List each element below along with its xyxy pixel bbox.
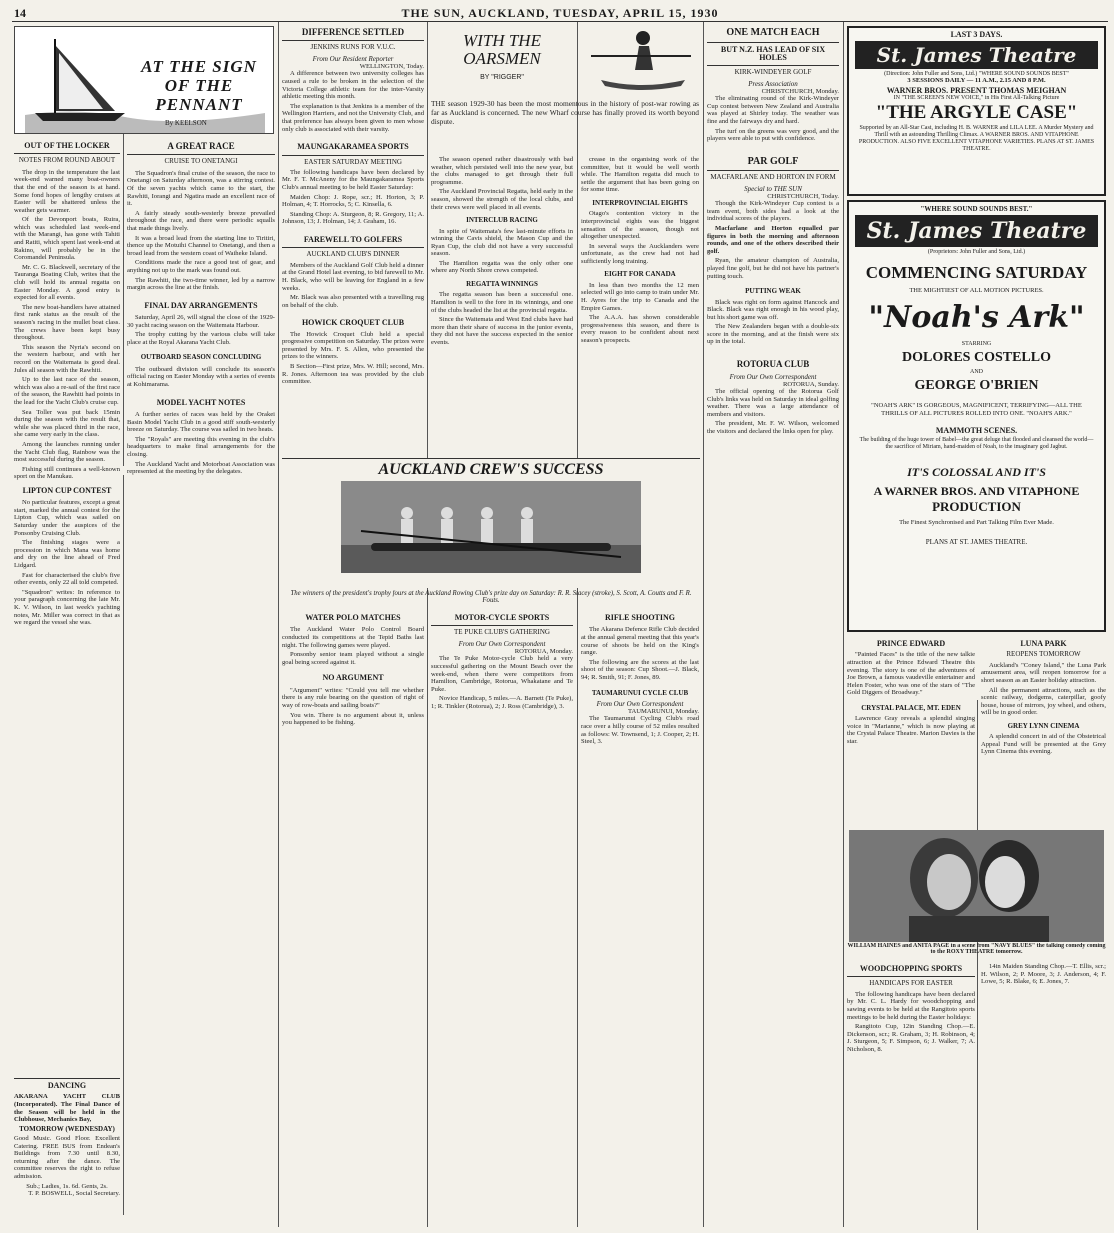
dateline-place: ROTORUA, Monday. — [514, 647, 573, 655]
headline-argument: NO ARGUMENT — [322, 673, 384, 683]
byline: By KEELSON — [165, 119, 207, 127]
headline-canada: EIGHT FOR CANADA — [604, 270, 676, 279]
theatre-name: St. James Theatre — [876, 43, 1077, 67]
paragraph: The turf on the greens was very good, and the players were able to put with confidence. — [707, 127, 839, 143]
paragraph: Macfarlane and Horton equalled par figures in both the morning and afternoon rounds, and one of the others described their golf. — [707, 225, 839, 255]
paragraph: Conditions made the race a good test of gear, and anything not up to the mark was found out. — [127, 259, 275, 274]
paragraph: The following are the scores at the last shoot of the season: Cup Shoot.—J. Black, 94; R. Smith, 91; F. Jones, 89. — [581, 658, 699, 681]
paragraph: crease in the organising work of the committee, but it would be well worth while. The Hamilton regatta did much to settle the argument that has been going on for some time. — [581, 156, 699, 194]
paragraph: The eliminating round of the Kirk-Windeyer Cup contest between New Zealand and Australia was played at Shirley today. The weather was fine and the fairways dry and hard. — [707, 95, 839, 125]
article-model — [127, 411, 275, 476]
dateline-source: Press Association — [748, 79, 798, 88]
paragraph: Ponsonby senior team played without a single goal being scored against it. — [282, 651, 424, 666]
rule — [282, 40, 424, 41]
article-putting — [707, 299, 839, 347]
article-rifle — [581, 626, 699, 681]
film-still-image — [849, 830, 1104, 942]
dancing-subs: Sub.; Ladies, 1s. 6d. Gents, 2s. — [26, 1182, 108, 1190]
dateline-source: From Our Own Correspondent — [596, 699, 684, 708]
article-howick — [282, 331, 424, 386]
column-2 — [127, 138, 275, 1223]
rower-icon — [581, 26, 699, 98]
film-title-noah: "Noah's Ark" — [868, 300, 1085, 335]
paragraph: The following handicaps have been declared by Mr. F. T. McAneny for the Maungakaramea Sports Club's annual meeting to be held Easter Saturday: — [282, 168, 424, 192]
pennant-title: AT THE SIGN OF THE PENNANT — [141, 57, 257, 114]
theatre-name: St. James Theatre — [866, 218, 1087, 244]
paragraph: The season opened rather disastrously with bad weather, which persisted well into the new year, but the clubs managed to get through their full programme. — [431, 156, 573, 186]
paragraph: B Section—First prize, Mrs. W. Hill; second, Mrs. R. Jones. Afternoon tea was provided by the club committee. — [282, 363, 424, 386]
paragraph: All the permanent attractions, such as the scenic railway, dodgems, caterpillar, goofy house, house of mirrors, joy wheel, and others, will be in good order. — [981, 686, 1106, 717]
rule — [282, 247, 424, 248]
dateline-place: TAUMARUNUI, Monday. — [627, 707, 699, 715]
headline-interprovincial: INTERPROVINCIAL EIGHTS — [592, 198, 688, 207]
paragraph: The Howick Croquet Club held a special progressive competition on Saturday. The prizes were presented by Mrs. F. S. Allen, who presented the prizes to the winners. — [282, 330, 424, 361]
article-taumarunui — [581, 715, 699, 745]
headline-lipton: LIPTON CUP CONTEST — [22, 485, 112, 495]
paragraph: The trophy cutting by the various clubs will take place at the Royal Akarana Yacht Club. — [127, 331, 275, 346]
paragraph: The president, Mr. F. W. Wilson, welcomed the visitors and declared the links open for play. — [707, 420, 839, 436]
headline-grey-lynn: GREY LYNN CINEMA — [1007, 721, 1080, 730]
article-race — [127, 170, 275, 292]
paragraph: Standing Chop: A. Sturgeon, 8; R. Gregory, 11; A. Johnson, 13; J. Holman, 14; J. Graham, 16. — [282, 210, 424, 226]
headline-maungakaramea: MAUNGAKARAMEA SPORTS — [297, 142, 409, 152]
paragraph: Rangitoto Cup, 12in Standing Chop.—E. Dickenson, scr.; R. Graham, 3; H. Robinson, 4; J. Sturgeon, 5; F. Simpson, 6; J. Walker, 7; A. Nicholson, 8. — [847, 1023, 975, 1053]
dateline-place: CHRISTCHURCH, Today. — [767, 192, 839, 200]
article-waterpolo — [282, 626, 424, 666]
mammoth-description: The building of the huge tower of Babel—the great deluge that flooded and cleansed the world—the sacrifice of Miriam, hand-maiden of Noah, to the imaginary god Jagbut. — [859, 437, 1094, 450]
mammoth: MAMMOTH SCENES. — [935, 426, 1018, 435]
navy-blues-caption: WILLIAM HAINES and ANITA PAGE in a scene from "NAVY BLUES" the talking comedy coming to the ROXY THEATRE tomorrow. — [847, 943, 1106, 955]
paragraph: The finishing stages were a procession in which Mana was home and dry on the line ahead of Fred Lidgard. — [14, 539, 120, 570]
headline-prince-edward: PRINCE EDWARD — [876, 639, 946, 648]
column-3-bottom — [282, 612, 424, 1224]
subhead-woodchopping: HANDICAPS FOR EASTER — [869, 979, 953, 988]
headline-farewell: FAREWELL TO GOLFERS — [303, 235, 403, 245]
rule — [282, 155, 424, 156]
headline-difference: DIFFERENCE SETTLED — [301, 27, 405, 37]
subhead-locker: NOTES FROM ROUND ABOUT — [18, 156, 116, 165]
headline-outboard: OUTBOARD SEASON CONCLUDING — [140, 353, 262, 362]
headline-dancing: DANCING — [47, 1081, 87, 1090]
headline-race: A GREAT RACE — [167, 141, 235, 151]
paragraph: Otago's contention victory in the interprovincial eights was the biggest sensation of the season, though not altogether unexpected. — [581, 210, 699, 241]
plans: PLANS AT ST. JAMES THEATRE. — [925, 538, 1028, 546]
st-james-ad-argyle — [847, 26, 1106, 196]
rule — [707, 42, 839, 43]
paragraph: The regatta season has been a successful one. Hamilton is well to the fore in its winnings, and one of the clubs headed the list at the provincial regatta. — [431, 291, 573, 314]
sound-slogan: "WHERE SOUND SOUNDS BEST." — [920, 205, 1033, 213]
rule — [14, 153, 120, 154]
column-7-wood — [847, 963, 975, 1225]
article-prince-edward — [847, 651, 975, 697]
paragraph: Lawrence Gray reveals a splendid singing voice in "Marianne," which is now playing at the Crystal Palace Theatre. Marion Davies is the star. — [847, 715, 975, 746]
paragraph: The Squadron's final cruise of the season, the race to Onetangi on Saturday afternoon, was a stirring contest. Of the seven yachts which came to the start, the Rawhiti, Iorangi and Ngatira made an excellent race of it. — [127, 169, 275, 208]
argyle-details: Supported by an All-Star Cast, including H. B. WARNER and LILA LEE. A Murder Mystery and Thrill with an astounding Thrilling Climax. A WARNER BROS. AND VITAPHONE PRODUCTION. ALSO FIVE EXCELLENT VITAPHONE VARIETIES. PLANS AT ST. JAMES THEATRE. — [858, 125, 1095, 152]
column-rule — [703, 22, 704, 1227]
warner-vitaphone: A WARNER BROS. AND VITAPHONE — [873, 484, 1080, 498]
commencing: COMMENCING SATURDAY — [865, 263, 1088, 282]
dancing-when: TOMORROW (WEDNESDAY) — [19, 1124, 115, 1133]
rowing-crew-image — [341, 481, 641, 573]
headline-interclub: INTERCLUB RACING — [466, 216, 538, 225]
column-7b — [981, 636, 1106, 826]
dateline-source: From Our Own Correspondent — [729, 372, 817, 381]
subtitle: IN "THE SCREEN'S NEW VOICE," in His First All-Talking Picture — [893, 95, 1060, 101]
theatre-name-banner — [855, 215, 1098, 247]
crew-headline: AUCKLAND CREW'S SUCCESS — [378, 461, 604, 478]
article-difference — [282, 70, 424, 133]
paragraph: Auckland's "Coney Island," the Luna Park amusement area, will reopen tomorrow for a short season as an Easter holiday attraction. — [981, 661, 1106, 684]
paragraph: A difference between two university colleges has caused a rule to be broken in the selection of the Victoria College athletic team for the inter-Varsity athletic meeting this month. — [282, 70, 424, 101]
theatre-name-banner — [855, 41, 1098, 69]
headline-woodchopping: WOODCHOPPING SPORTS — [859, 964, 963, 973]
paragraph: Members of the Auckland Golf Club held a dinner at the Grand Hotel last evening, to bid farewell to Mr. H. Black, who will be leaving for England in a few weeks. — [282, 261, 424, 292]
headline-match: ONE MATCH EACH — [726, 27, 820, 38]
paragraph: The Akarana Defence Rifle Club decided at the annual general meeting that this year's course of shoots be held on the King's range. — [581, 626, 699, 657]
rule — [431, 625, 573, 626]
paragraph: Mr. Black was also presented with a travelling rug on behalf of the club. — [282, 294, 424, 309]
pennant-logo — [14, 26, 274, 134]
noah-description: "NOAH'S ARK" IS GORGEOUS, MAGNIFICENT, TERRIFYING—ALL THE THRILLS OF ALL PICTURES ROLLED INTO ONE. "NOAH'S ARK." — [871, 402, 1082, 417]
column-rule — [577, 22, 578, 1227]
article-woodchopping-cont — [981, 963, 1106, 986]
article-locker — [14, 169, 120, 481]
film-title-argyle: "THE ARGYLE CASE" — [875, 102, 1078, 123]
column-rule — [977, 700, 978, 1230]
paragraph: The Auckland Yacht and Motorboat Association was represented at the meeting by the delegates. — [127, 460, 275, 476]
paragraph: The Auckland Water Polo Control Board conducted its competitions at the Tepid Baths last night. The following games were played. — [282, 626, 424, 649]
column-rule — [427, 22, 428, 1227]
article-regatta — [431, 291, 573, 346]
dancing-details: Good Music. Good Floor. Excellent Catering. FREE BUS from Endean's Buildings from 7.30 until 8.30, returning after the dance. The committee reserves the right to refuse admission. — [14, 1135, 120, 1181]
article-motorcycle — [431, 655, 573, 710]
paragraph: You win. There is no argument about it, unless you happened to be fishing. — [282, 711, 424, 727]
article-farewell — [282, 262, 424, 310]
headline-final: FINAL DAY ARRANGEMENTS — [144, 300, 258, 310]
subhead-luna: REOPENS TOMORROW — [1006, 650, 1081, 659]
paragraph: "Squadron" writes: In reference to your paragraph concerning the late Mr. K. V. Wilson, in last week's yachting notes, Mr. Miller was correct in that as we regard the vessel she was. — [14, 588, 120, 627]
dancing-sign: T. P. BOSWELL, Social Secretary. — [28, 1190, 120, 1198]
headline-taumarunui: TAUMARUNUI CYCLE CLUB — [591, 688, 689, 697]
paragraph: This season the Nyria's second on the western harbour, and with her record on the Waitemata is good deal. Jules all season with the Rawhiti. — [14, 343, 120, 374]
rule — [847, 976, 975, 977]
dancing-ad: AKARANA YACHT CLUB (Incorporated). The Final Dance of the Season will be held in the Clubhouse, Mechanics Bay, — [14, 1093, 120, 1124]
rule — [707, 170, 839, 171]
headline-waterpolo: WATER POLO MATCHES — [305, 613, 401, 622]
article-woodchopping — [847, 991, 975, 1054]
article-final — [127, 314, 275, 346]
paragraph: Black was right on form against Hancock and Black. Black was right enough in his wood play, but his short game was off. — [707, 298, 839, 321]
oarsmen-header — [431, 26, 573, 98]
paragraph: Fast for characterised the club's five other events, only 22 all told competed. — [14, 571, 120, 587]
paragraph: Saturday, April 26, will signal the close of the 1929-30 yacht racing season on the Waitemata Harbour. — [127, 314, 275, 329]
paragraph: A further series of races was held by the Orakei Basin Model Yacht Club in a good stiff south-westerly breeze on Saturday. The course was sailed in two heats. — [127, 410, 275, 434]
paragraph: In less than two months the 12 men selected will go into camp to train under Mr. H. Ayres for the trip to Canada and the Empire Games. — [581, 281, 699, 312]
paragraph: The Te Puke Motor-cycle Club held a very successful gathering on the Mount Beach over the week-end, when there were competitors from Hamilton, Cambridge, Rotorua, Whakatane and Te Puke. — [431, 655, 573, 693]
article-par — [707, 200, 839, 280]
headline-rifle: RIFLE SHOOTING — [604, 613, 675, 622]
article-outboard — [127, 366, 275, 389]
paragraph: The explanation is that Jenkins is a member of the Wellington Harriers, and not the University Club, and that preference has always been given to men whose only club is associated with their varsity. — [282, 102, 424, 133]
paragraph: The "Royals" are meeting this evening in the club's headquarters to make final arrangements for the closing. — [127, 435, 275, 458]
dateline-place: CHRISTCHURCH, Monday. — [761, 87, 839, 95]
article-match — [707, 95, 839, 143]
navy-blues-photo — [849, 830, 1104, 942]
column-rule — [278, 22, 279, 1227]
subhead-match: BUT N.Z. HAS LEAD OF SIX HOLES — [720, 44, 826, 62]
dateline-source: From Our Resident Reporter — [312, 54, 394, 63]
paragraph: Maiden Chop: J. Rope, scr.; H. Horton, 3; P. Holman, 4; T. Horrocks, 5; C. Kinsella, 6. — [282, 193, 424, 209]
subhead-race: CRUISE TO ONETANGI — [164, 157, 238, 166]
paragraph: Ryan, the amateur champion of Australia, played fine golf, but he did not have his partner's putting touch. — [707, 257, 839, 280]
paragraph: The drop in the temperature the last week-end warned many boat-owners that the end of the season is at hand. Some fond hopes of lengthy cruises at Easter will be shattered unless the weather gets warmer. — [14, 168, 120, 214]
crew-section — [282, 458, 700, 588]
paragraph: 14in Maiden Standing Chop.—T. Ellis, scr.; H. Wilson, 2; P. Moore, 3; J. Anderson, 4; F. Lowe, 5; R. Blake, 6; E. Jones, 7. — [981, 963, 1106, 986]
article-luna — [981, 662, 1106, 717]
paragraph: THE season 1929-30 has been the most momentous in the history of post-war rowing as far as Auckland is concerned. The new Wharf course has finally proved its worth beyond dispute. — [431, 100, 699, 126]
paragraph: The following handicaps have been declared by Mr. C. L. Hardy for woodchopping and sawing events to be held at the Rangitoto sports meetings to be held during the Easter holidays: — [847, 990, 975, 1021]
headline-howick: HOWICK CROQUET CLUB — [301, 318, 405, 328]
paragraph: Since the Waitemata and West End clubs have had more than their share of success in the junior events, they did not have the success expected in the senior events. — [431, 316, 573, 346]
production: PRODUCTION — [932, 499, 1021, 514]
paragraph: Up to the last race of the season, which was also a re-sail of the first race of the season, the Rawhiti had points in the lead for the Yacht Club's cruise cup. — [14, 376, 120, 406]
paragraph: The official opening of the Rotorua Golf Club's links was held on Saturday in ideal golfing weather. There was a large attendance of members and visitors. — [707, 388, 839, 418]
article-canada — [581, 282, 699, 345]
paragraph: Novice Handicap, 5 miles.—A. Barnett (Te Puke), 1; R. Tinkler (Rotorua), 2; J. Ross (Cambridge), 3. — [431, 695, 573, 710]
subhead-par: MACFARLANE AND HORTON IN FORM — [710, 173, 836, 182]
paragraph: The New Zealanders began with a double-six score in the morning, and at the finish were six up in the total. — [707, 323, 839, 346]
dateline-source: Special to THE SUN — [744, 184, 802, 193]
paragraph: In spite of Waitemata's few last-minute efforts in winning the Cavis shield, the Mason Cup and the Ryan Cup, the club did not have a very successful season. — [431, 227, 573, 258]
last-days: LAST 3 DAYS. — [950, 30, 1003, 39]
dateline-source: From Our Own Correspondent — [458, 639, 546, 648]
column-1 — [14, 138, 120, 1223]
headline-rotorua: ROTORUA CLUB — [736, 359, 810, 370]
column-7-wood-cont — [981, 963, 1106, 1225]
paragraph: Though the Kirk-Windeyer Cup contest is a team event, both sides had a look at the individual scores of the players. — [707, 200, 839, 223]
paragraph: Mr. C. G. Blackwell, secretary of the Tauranga Boating Club, writes that the club will hold its annual regatta on Easter Monday. A good entry is expected for all events. — [14, 263, 120, 302]
headline-putting: PUTTING WEAK — [745, 287, 801, 296]
column-6 — [707, 26, 839, 1224]
subhead-difference: JENKINS RUNS FOR V.U.C. — [310, 43, 396, 52]
paragraph: The Auckland Provincial Regatta, held early in the season, showed the strength of the local clubs, and their crews were well placed in all events. — [431, 188, 573, 211]
masthead — [14, 6, 1106, 22]
subhead-maungakaramea: EASTER SATURDAY MEETING — [304, 157, 402, 166]
paragraph: It was a broad lead from the starting line to Tiritiri, thence up the Motuihi Channel to Onetangi, and then a broad lead from the western coast of Waiheke Island. — [127, 234, 275, 257]
paragraph: The outboard division will conclude its season's official racing on Easter Monday with a series of events at Kohimarama. — [127, 365, 275, 388]
paragraph: "Painted Faces" is the title of the new talkie attraction at the Prince Edward Theatre this evening. The story is one of the adventures of Joe Brown, a famous vaudeville entertainer and Helen Foster, who was one of the stars of "The Gold Diggers of Broadway." — [847, 651, 975, 697]
paragraph: A fairly steady south-westerly breeze prevailed throughout the race, and there were periodic squalls that made things lively. — [127, 209, 275, 232]
page-number: 14 — [14, 6, 26, 20]
and: AND — [970, 369, 983, 375]
article-oarsmen — [431, 156, 573, 211]
paragraph: Among the launches running under the Yacht Club flag, Rainbow was the most successful during the season. — [14, 440, 120, 464]
proprietors: (Proprietors: John Fuller and Sons, Ltd.) — [927, 249, 1026, 255]
article-interprovincial — [581, 210, 699, 265]
column-7a — [847, 636, 975, 826]
headline-motorcycle: MOTOR-CYCLE SPORTS — [454, 613, 550, 622]
article-grey-lynn — [981, 733, 1106, 756]
star-costello: DOLORES COSTELLO — [902, 350, 1051, 365]
rule — [707, 65, 839, 66]
st-james-ad-noah — [847, 200, 1106, 632]
column-4-bottom — [431, 612, 573, 1224]
rule — [127, 154, 275, 155]
paragraph: The Rawhiti, the two-time winner, led by a narrow margin across the line at the finish. — [127, 276, 275, 292]
masthead-title: THE SUN, AUCKLAND, TUESDAY, APRIL 15, 1930 — [401, 6, 719, 20]
headline-model: MODEL YACHT NOTES — [156, 397, 246, 407]
article-maungakaramea — [282, 169, 424, 226]
article-argument — [282, 687, 424, 727]
headline-regatta: REGATTA WINNINGS — [466, 280, 538, 289]
paragraph: Sea Toller was put back 15min during the season with the result that, while she was placed third in the race, she came very early in the class. — [14, 408, 120, 439]
rule — [14, 1078, 120, 1079]
paragraph: No particular features, except a great start, marked the annual contest for the Lipton Cup, which was sailed on Saturday under the auspices of the Ponsonby Cruising Club. — [14, 499, 120, 537]
headline-locker: OUT OF THE LOCKER — [24, 141, 110, 150]
column-5-bottom — [581, 612, 699, 1224]
mightiest: THE MIGHTIEST OF ALL MOTION PICTURES. — [909, 287, 1044, 294]
rule — [282, 458, 700, 459]
paragraph: "Argument" writes: "Could you tell me whether there is any rule bearing on the question of right of way of row-boats and sailing boats?" — [282, 686, 424, 709]
paragraph: Fishing still continues a well-known sport on the Manukau. — [14, 465, 120, 481]
article-lipton — [14, 499, 120, 627]
paragraph: The Taumarunui Cycling Club's road race over a hilly course of 52 miles resulted as follows: W. Townsend, 1; J. Cooper, 2; H. Steel, 3. — [581, 715, 699, 746]
paragraph: Of the Devonport boats, Ruira, which was scheduled last week-end with the Marangi, has gone with Tahiti and Ratiti, which spent last week-end at Rakino, will probably be in the Coromandel Peninsula. — [14, 216, 120, 262]
dancing-notice — [14, 1078, 120, 1226]
headline-luna: LUNA PARK — [1020, 639, 1067, 648]
article-crystal — [847, 715, 975, 745]
column-5 — [581, 156, 699, 456]
oarsmen-byline: BY "RIGGER" — [480, 74, 524, 81]
masthead-rule — [12, 21, 1108, 22]
finest: The Finest Synchronised and Part Talking Film Ever Made. — [899, 519, 1054, 526]
star-obrien: GEORGE O'BRIEN — [914, 378, 1039, 393]
sessions: 3 SESSIONS DAILY — 11 A.M., 2.15 AND 8 P.M. — [907, 77, 1046, 84]
rower-illustration — [581, 26, 699, 98]
paragraph: A splendid concert in aid of the Obstetrical Appeal Fund will be presented at the Grey Lynn Cinema this evening. — [981, 733, 1106, 756]
crew-photo — [341, 481, 641, 573]
column-rule — [843, 22, 844, 1227]
warner-present: WARNER BROS. PRESENT THOMAS MEIGHAN — [886, 86, 1067, 95]
headline-crystal: CRYSTAL PALACE, MT. EDEN — [861, 703, 961, 712]
column-4 — [431, 156, 573, 456]
article-interclub — [431, 228, 573, 276]
paragraph: In several ways the Aucklanders were unfortunate, as the crew had not had sufficiently long training. — [581, 242, 699, 265]
subhead-motorcycle: TE PUKE CLUB'S GATHERING — [454, 628, 550, 637]
dateline-place: ROTORUA, Sunday. — [782, 380, 839, 388]
column-rule — [123, 475, 124, 1215]
oarsmen-title: WITH THE OARSMEN — [463, 31, 541, 68]
paragraph: The A.A.A. has shown considerable progressiveness this season, and there is every reason to be confident about next season's prospects. — [581, 314, 699, 344]
paragraph: The Hamilton regatta was the only other one where any North Shore crews competed. — [431, 259, 573, 275]
headline-par: PAR GOLF — [747, 155, 799, 167]
article-oarsmen-cont — [581, 156, 699, 194]
oarsmen-lead — [431, 100, 699, 152]
starring: STARRING — [961, 341, 992, 347]
paragraph: The new boat-handlers have attained first rank status as the result of the season's racing in the mullet boat class. The crews have been kept busy throughout. — [14, 303, 120, 342]
crew-caption: The winners of the president's trophy fours at the Auckland Rowing Club's prize day on Saturday: R. R. Stacey (stroke), S. Scott, A. Coutts and F. R. Fouts. — [290, 590, 692, 604]
directors: (Direction: John Fuller and Sons, Ltd.) "WHERE SOUND SOUNDS BEST" — [884, 71, 1069, 77]
subhead-farewell: AUCKLAND CLUB'S DINNER — [306, 250, 400, 259]
colossal: IT'S COLOSSAL AND IT'S — [907, 465, 1046, 479]
article-rotorua — [707, 388, 839, 436]
subhead-kirk: KIRK-WINDEYER GOLF — [734, 68, 812, 77]
dateline-place: WELLINGTON, Today. — [359, 62, 424, 70]
